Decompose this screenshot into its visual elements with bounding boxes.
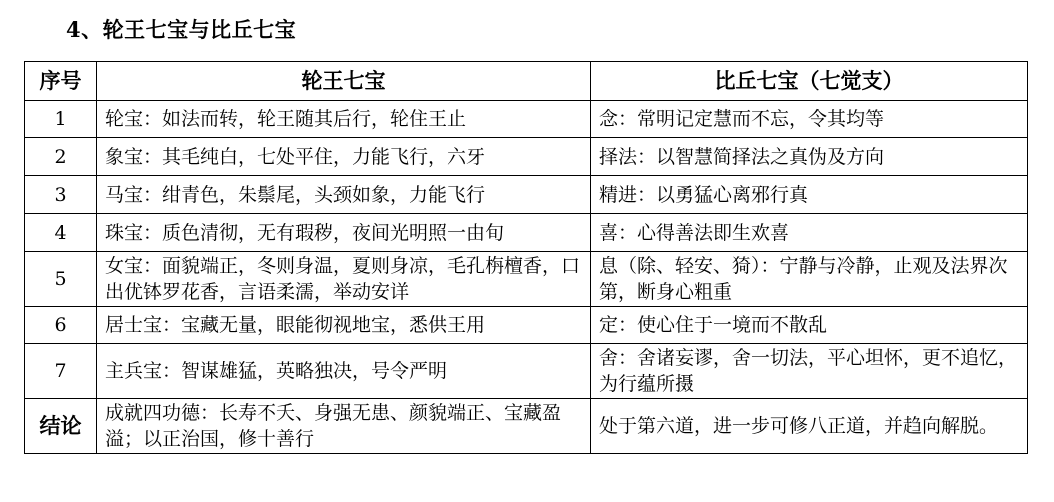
wheel-king-cell: 象宝：其毛纯白，七处平住，力能飞行，六牙 <box>97 138 591 176</box>
row-index: 1 <box>25 101 97 138</box>
wheel-king-cell: 主兵宝：智谋雄猛，英略独决，号令严明 <box>97 344 591 399</box>
row-index: 4 <box>25 214 97 252</box>
section-heading: 4、轮王七宝与比丘七宝 <box>66 17 297 42</box>
bhikkhu-cell: 处于第六道，进一步可修八正道，并趋向解脱。 <box>591 399 1028 454</box>
row-index: 5 <box>25 252 97 307</box>
row-index: 3 <box>25 176 97 214</box>
bhikkhu-cell: 定：使心住于一境而不散乱 <box>591 307 1028 344</box>
conclusion-label: 结论 <box>25 399 97 454</box>
table-row <box>25 214 1028 252</box>
bhikkhu-cell: 择法：以智慧简择法之真伪及方向 <box>591 138 1028 176</box>
wheel-king-cell: 成就四功德：长寿不夭、身强无患、颜貌端正、宝藏盈溢；以正治国，修十善行 <box>97 399 591 454</box>
wheel-king-cell: 马宝：绀青色，朱鬃尾，头颈如象，力能飞行 <box>97 176 591 214</box>
conclusion-row <box>25 399 1028 454</box>
header-wheel-king-treasures: 轮王七宝 <box>97 62 591 101</box>
row-index: 2 <box>25 138 97 176</box>
wheel-king-cell: 珠宝：质色清彻，无有瑕秽，夜间光明照一由旬 <box>97 214 591 252</box>
table-row <box>25 344 1028 399</box>
bhikkhu-cell: 喜：心得善法即生欢喜 <box>591 214 1028 252</box>
bhikkhu-cell: 舍：舍诸妄谬，舍一切法，平心坦怀，更不追忆，为行蕴所摄 <box>591 344 1028 399</box>
table-row <box>25 138 1028 176</box>
table-row <box>25 176 1028 214</box>
row-index: 7 <box>25 344 97 399</box>
table-row <box>25 307 1028 344</box>
bhikkhu-cell: 精进：以勇猛心离邪行真 <box>591 176 1028 214</box>
bhikkhu-cell: 息（除、轻安、猗）：宁静与冷静，止观及法界次第，断身心粗重 <box>591 252 1028 307</box>
table-row <box>25 252 1028 307</box>
wheel-king-cell: 女宝：面貌端正，冬则身温，夏则身凉，毛孔栴檀香，口出优钵罗花香，言语柔濡，举动安详 <box>97 252 591 307</box>
table-header-row <box>25 62 1028 101</box>
comparison-table <box>24 61 1028 454</box>
header-bhikkhu-treasures: 比丘七宝（七觉支） <box>591 62 1028 101</box>
bhikkhu-cell: 念：常明记定慧而不忘，令其均等 <box>591 101 1028 138</box>
wheel-king-cell: 轮宝：如法而转，轮王随其后行，轮住王止 <box>97 101 591 138</box>
wheel-king-cell: 居士宝：宝藏无量，眼能彻视地宝，悉供王用 <box>97 307 591 344</box>
table-row <box>25 101 1028 138</box>
header-index: 序号 <box>25 62 97 101</box>
row-index: 6 <box>25 307 97 344</box>
